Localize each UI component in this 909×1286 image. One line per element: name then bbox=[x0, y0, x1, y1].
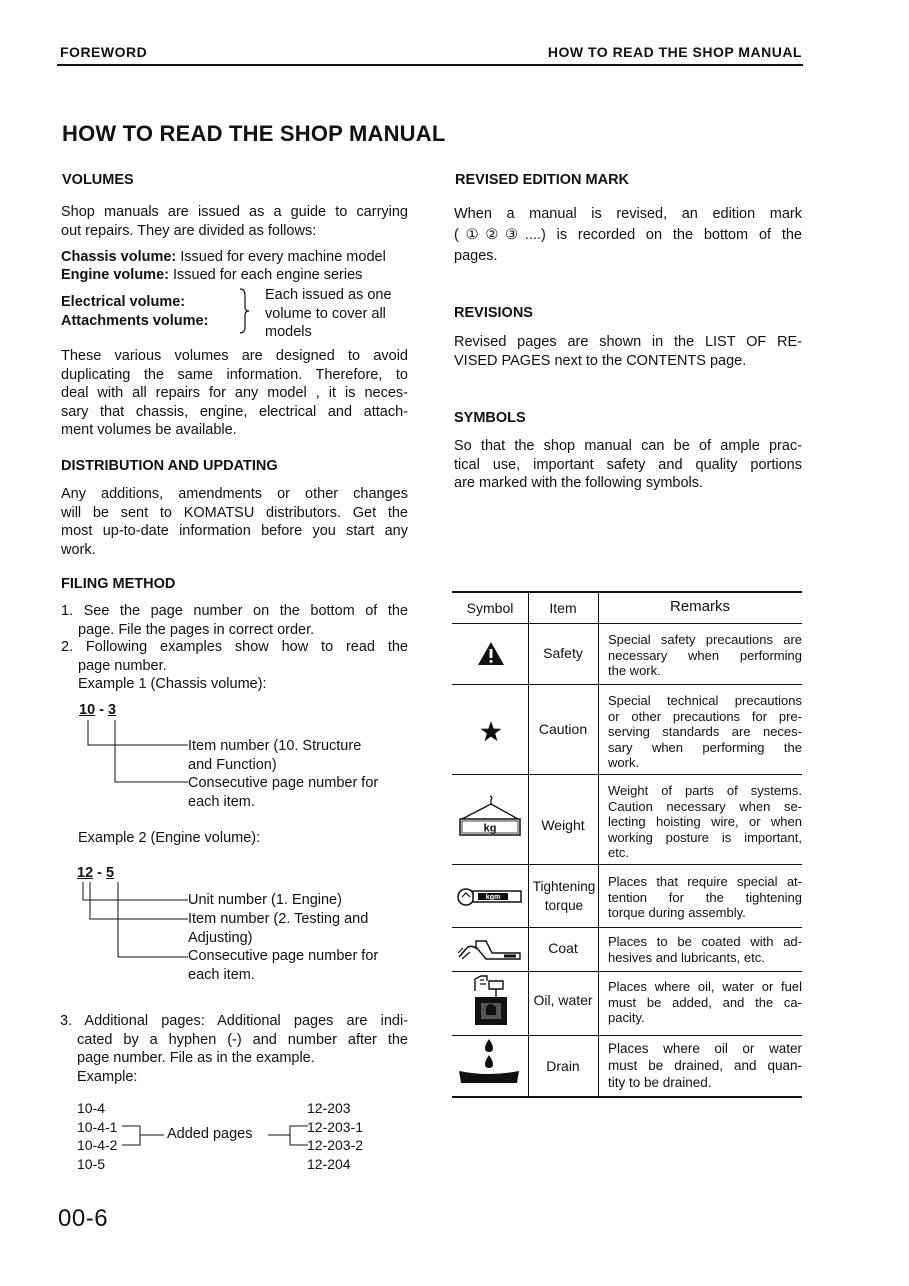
revisions-line-1: Revised pages are shown in the LIST OF RE- bbox=[454, 334, 802, 350]
row-caution-remarks bbox=[608, 693, 802, 771]
filing-item-1-line-1: 1. See the page number on the bottom of the bbox=[61, 603, 408, 619]
pages-left-list bbox=[77, 1099, 117, 1173]
row-coat-remarks-line-1: Places to be coated with ad- bbox=[608, 934, 802, 949]
attachments-label bbox=[61, 312, 208, 331]
pages-right-3: 12-203-2 bbox=[307, 1137, 364, 1153]
revisions-heading: REVISIONS bbox=[454, 305, 533, 321]
row-caution-remarks-line-5: work. bbox=[608, 755, 640, 770]
table-row-rule bbox=[452, 927, 802, 928]
row-oil-remarks-line-2: must be added, and the ca- bbox=[608, 994, 802, 1010]
electrical-label bbox=[61, 293, 185, 312]
coat-brush-icon bbox=[456, 935, 524, 963]
example-2-code-dash: - bbox=[93, 865, 107, 881]
example-1-desc-1-line-2: and Function) bbox=[188, 756, 277, 773]
row-torque-remarks-line-1: Places that require special at- bbox=[608, 874, 802, 889]
chassis-label: Chassis volume: bbox=[61, 249, 177, 265]
table-row-rule bbox=[452, 1035, 802, 1036]
revised-heading: REVISED EDITION MARK bbox=[455, 172, 630, 188]
example-2-desc-3 bbox=[188, 947, 408, 984]
example-1-connector-icon bbox=[80, 718, 190, 790]
example-2-connector-icon bbox=[78, 880, 190, 960]
row-drain-remarks bbox=[608, 1040, 802, 1091]
star-icon bbox=[480, 721, 502, 742]
example-1-code bbox=[79, 702, 116, 718]
row-coat-item: Coat bbox=[548, 940, 578, 956]
row-torque-item-line-2: torque bbox=[544, 898, 584, 913]
distribution-heading: DISTRIBUTION AND UPDATING bbox=[61, 458, 278, 474]
example-2-desc-2-line-2: Adjusting) bbox=[188, 929, 253, 946]
example-2-desc-1: Unit number (1. Engine) bbox=[188, 892, 342, 908]
table-top-rule bbox=[452, 591, 802, 593]
example-1-code-b: 3 bbox=[108, 702, 117, 718]
row-torque-item-line-1: Tightening bbox=[532, 879, 596, 894]
row-caution-remarks-line-1: Special technical precautions bbox=[608, 693, 802, 708]
pages-right-list bbox=[307, 1099, 363, 1173]
volumes-para-line-1: These various volumes are designed to avoid bbox=[61, 348, 408, 364]
volumes-heading: VOLUMES bbox=[62, 172, 134, 188]
volumes-intro-line-2: out repairs. They are divided as follows: bbox=[61, 222, 317, 239]
row-coat-remarks-line-2: hesives and lubricants, etc. bbox=[608, 949, 765, 965]
header-remarks: Remarks bbox=[669, 598, 730, 615]
volume-engine bbox=[61, 266, 411, 285]
example-2-desc-2-line-1: Item number (2. Testing and bbox=[188, 911, 369, 927]
filing-item-1-line-2: page. File the pages in correct order. bbox=[78, 621, 315, 638]
table-row-rule bbox=[452, 774, 802, 775]
symbols-heading: SYMBOLS bbox=[454, 410, 526, 426]
row-torque-item bbox=[526, 879, 602, 914]
row-weight-item: Weight bbox=[541, 817, 585, 833]
engine-text: Issued for each engine series bbox=[168, 267, 363, 283]
page-number: 00-6 bbox=[58, 1205, 109, 1232]
example-2-label: Example 2 (Engine volume): bbox=[78, 830, 261, 846]
symbols-line-3: are marked with the following symbols. bbox=[454, 475, 704, 491]
example-1-desc-2-line-2: each item. bbox=[188, 793, 255, 810]
page-title: HOW TO READ THE SHOP MANUAL bbox=[62, 121, 446, 146]
symbols-line-2: tical use, important safety and quality portions bbox=[454, 456, 802, 473]
row-weight-remarks-line-1: Weight of parts of systems. bbox=[608, 783, 802, 798]
oil-can-icon bbox=[472, 975, 510, 1029]
volumes-intro-line-1: Shop manuals are issued as a guide to carrying bbox=[61, 204, 408, 220]
brace-line-2: volume to cover all bbox=[265, 305, 386, 322]
symbols-line-1: So that the shop manual can be of ample prac- bbox=[454, 438, 802, 454]
volumes-para-line-4: sary that chassis, engine, electrical and attach- bbox=[61, 403, 408, 420]
row-caution-remarks-line-4: sary when performing the bbox=[608, 739, 802, 755]
row-caution-remarks-line-3: serving standards are neces- bbox=[608, 724, 802, 739]
filing-item-1 bbox=[61, 602, 408, 639]
symbols-paragraph bbox=[454, 437, 802, 493]
revised-line-3: pages. bbox=[454, 248, 498, 264]
filing-item-3-line-3: page number. File as in the example. bbox=[77, 1050, 315, 1066]
added-pages-label: Added pages bbox=[167, 1126, 253, 1142]
example-2-code bbox=[77, 865, 114, 881]
row-safety-remarks-line-3: the work. bbox=[608, 663, 661, 678]
brace-text bbox=[265, 286, 410, 342]
pages-left-1: 10-4 bbox=[77, 1100, 106, 1116]
filing-heading: FILING METHOD bbox=[61, 576, 176, 592]
row-drain-remarks-line-2: must be drained, and quan- bbox=[608, 1058, 802, 1073]
revised-line-2: (①②③....) is recorded on the bottom of the bbox=[454, 227, 802, 243]
filing-item-2 bbox=[61, 638, 408, 694]
row-caution-item: Caution bbox=[538, 721, 588, 737]
volumes-para-line-3: deal with all repairs for any model , it is neces- bbox=[61, 385, 408, 401]
revisions-paragraph bbox=[454, 333, 802, 370]
row-caution-remarks-line-2: or other precautions for pre- bbox=[608, 708, 802, 724]
brace-line-3: models bbox=[265, 324, 312, 340]
volume-chassis bbox=[61, 248, 411, 267]
row-weight-remarks-line-3: lecting hoisting wire, or when bbox=[608, 814, 802, 829]
drain-drop-icon bbox=[458, 1037, 520, 1085]
row-safety-remarks-line-2: necessary when performing bbox=[608, 647, 802, 663]
example-1-desc-1-line-1: Item number (10. Structure bbox=[188, 738, 362, 754]
filing-item-3 bbox=[60, 1012, 408, 1086]
row-oil-remarks bbox=[608, 979, 802, 1026]
row-torque-remarks bbox=[608, 874, 802, 921]
right-bracket-icon bbox=[266, 1118, 310, 1152]
pages-left-2: 10-4-1 bbox=[77, 1118, 118, 1135]
table-col-rule bbox=[528, 591, 529, 1098]
header-item: Item bbox=[549, 600, 577, 616]
chassis-text: Issued for every machine model bbox=[176, 249, 386, 265]
row-weight-remarks bbox=[608, 783, 802, 861]
volumes-para-line-2: duplicating the same information. Therefore, to bbox=[61, 366, 408, 383]
weight-kg-icon bbox=[458, 795, 522, 837]
symbols-table bbox=[452, 591, 802, 1098]
example-2-desc-3-line-2: each item. bbox=[188, 966, 255, 983]
row-oil-item: Oil, water bbox=[533, 992, 593, 1008]
row-coat-remarks bbox=[608, 934, 802, 965]
table-header-rule bbox=[452, 623, 802, 624]
brace-line-1: Each issued as one bbox=[265, 287, 392, 303]
weight-icon-label: kg bbox=[483, 822, 497, 835]
row-weight-remarks-line-4: working posture is important, bbox=[608, 829, 802, 845]
example-2-code-a: 12 bbox=[77, 865, 94, 881]
distribution-paragraph bbox=[61, 485, 408, 559]
revised-paragraph bbox=[454, 204, 802, 267]
filing-item-3-line-2: cated by a hyphen (-) and number after the bbox=[77, 1031, 408, 1048]
row-drain-remarks-line-3: tity to be drained. bbox=[608, 1075, 712, 1090]
header-rule bbox=[57, 64, 803, 66]
row-torque-remarks-line-2: tention for the tightening bbox=[608, 889, 802, 905]
row-torque-remarks-line-3: torque during assembly. bbox=[608, 905, 746, 920]
example-1-code-a: 10 bbox=[79, 702, 96, 718]
brace-icon bbox=[237, 287, 253, 335]
distribution-line-1: Any additions, amendments or other changes bbox=[61, 486, 408, 502]
filing-item-3-line-1: 3. Additional pages: Additional pages are indi- bbox=[60, 1013, 408, 1029]
left-bracket-icon bbox=[122, 1118, 166, 1152]
example-2-code-b: 5 bbox=[106, 865, 115, 881]
table-row-rule bbox=[452, 864, 802, 865]
row-drain-item: Drain bbox=[546, 1058, 580, 1074]
row-weight-remarks-line-5: etc. bbox=[608, 845, 629, 860]
row-oil-remarks-line-1: Places where oil, water or fuel bbox=[608, 979, 802, 994]
electrical-label-text: Electrical volume: bbox=[61, 294, 186, 310]
distribution-line-3: most up-to-date information before you start any bbox=[61, 523, 408, 539]
pages-left-4: 10-5 bbox=[77, 1155, 106, 1172]
pages-right-2: 12-203-1 bbox=[307, 1118, 364, 1135]
attachments-label-text: Attachments volume: bbox=[61, 313, 209, 329]
torque-wrench-icon bbox=[456, 886, 524, 908]
volumes-paragraph bbox=[61, 347, 408, 440]
table-bottom-rule bbox=[452, 1096, 802, 1098]
engine-label: Engine volume: bbox=[61, 267, 169, 283]
example-1-desc-2-line-1: Consecutive page number for bbox=[188, 775, 379, 791]
example-1-desc-2 bbox=[188, 774, 408, 811]
distribution-line-4: work. bbox=[61, 541, 96, 558]
row-safety-remarks bbox=[608, 632, 802, 679]
example-2-desc-2 bbox=[188, 910, 408, 947]
example-2-desc-3-line-1: Consecutive page number for bbox=[188, 948, 379, 964]
volumes-intro bbox=[61, 203, 408, 240]
torque-icon-label: kgm bbox=[485, 894, 501, 901]
row-safety-remarks-line-1: Special safety precautions are bbox=[608, 632, 802, 647]
warning-triangle-icon bbox=[477, 641, 505, 666]
volumes-para-line-5: ment volumes be available. bbox=[61, 422, 237, 438]
pages-left-3: 10-4-2 bbox=[77, 1137, 118, 1153]
distribution-line-2: will be sent to KOMATSU distributors. Get the bbox=[61, 504, 408, 521]
example-1-code-dash: - bbox=[95, 702, 109, 718]
revisions-line-2: VISED PAGES next to the CONTENTS page. bbox=[454, 352, 747, 369]
revised-line-1: When a manual is revised, an edition mark bbox=[454, 206, 802, 222]
row-safety-item: Safety bbox=[543, 645, 583, 661]
row-drain-remarks-line-1: Places where oil or water bbox=[608, 1041, 802, 1056]
filing-item-2-line-1: 2. Following examples show how to read the bbox=[61, 639, 408, 655]
row-oil-remarks-line-3: pacity. bbox=[608, 1010, 645, 1025]
example-1-desc-1 bbox=[188, 737, 408, 774]
table-col-rule bbox=[598, 591, 599, 1098]
pages-right-1: 12-203 bbox=[307, 1100, 351, 1116]
table-row-rule bbox=[452, 971, 802, 972]
filing-item-3-line-4: Example: bbox=[77, 1068, 138, 1085]
header-left: FOREWORD bbox=[60, 44, 148, 60]
filing-item-2-line-2: page number. bbox=[78, 657, 167, 674]
header-right: HOW TO READ THE SHOP MANUAL bbox=[547, 44, 802, 60]
header-symbol: Symbol bbox=[466, 600, 514, 616]
row-weight-remarks-line-2: Caution necessary when se- bbox=[608, 798, 802, 814]
example-1-label: Example 1 (Chassis volume): bbox=[78, 676, 267, 692]
table-row-rule bbox=[452, 684, 802, 685]
pages-right-4: 12-204 bbox=[307, 1155, 351, 1172]
